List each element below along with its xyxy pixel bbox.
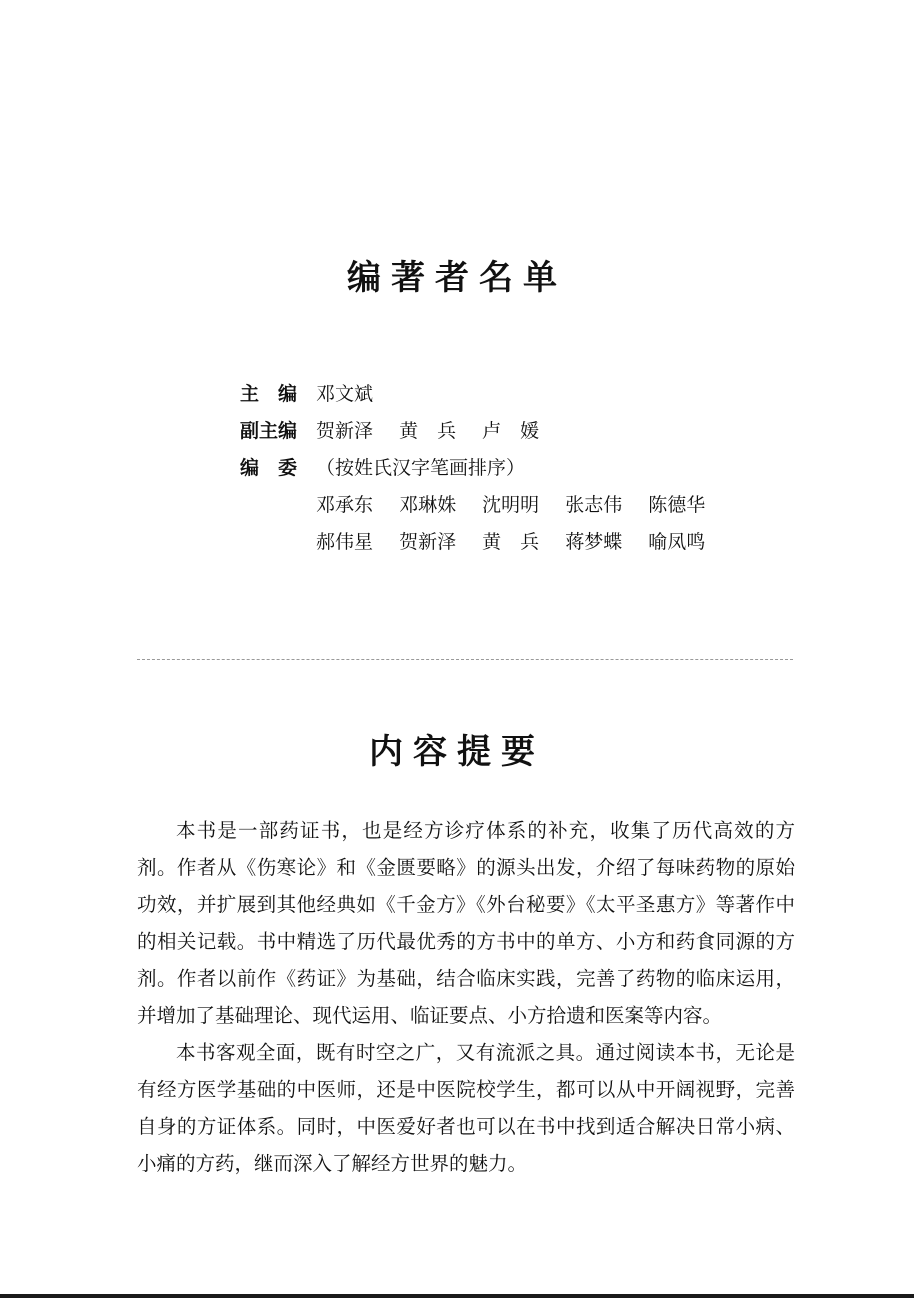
chief-editor-row	[240, 376, 725, 413]
person-name: 贺新泽	[399, 531, 457, 553]
committee-names-row-1	[240, 487, 725, 524]
compilers-list	[240, 376, 725, 561]
person-name: 郝伟星	[316, 531, 374, 553]
summary-paragraph: 本书客观全面，既有时空之广，又有流派之具。通过阅读本书，无论是有经方医学基础的中医师，还是中医院校学生，都可以从中开阔视野，完善自身的方证体系。同时，中医爱好者也可以在书中找到适合解决日常小病、小痛的方药，继而深入了解经方世界的魅力。	[137, 1041, 795, 1175]
deputy-editors-row	[240, 413, 725, 450]
person-name: 卢 媛	[482, 420, 540, 442]
committee-row	[240, 450, 725, 487]
person-name: 喻凤鸣	[648, 531, 706, 553]
person-name: 邓琳姝	[399, 494, 457, 516]
chief-editor-names	[316, 376, 393, 413]
page-bottom-border	[0, 1294, 914, 1298]
summary-title: 内容提要	[369, 732, 545, 772]
summary-paragraph: 本书是一部药证书，也是经方诊疗体系的补充，收集了历代高效的方剂。作者从《伤寒论》和《金匮要略》的源头出发，介绍了每味药物的原始功效，并扩展到其他经典如《千金方》《外台秘要》《太平圣惠方》等著作中的相关记载。书中精选了历代最优秀的方书中的单方、小方和药食同源的方剂。作者以前作《药证》为基础，结合临床实践，完善了药物的临床运用，并增加了基础理论、现代运用、临证要点、小方拾遗和医案等内容。	[137, 819, 795, 1027]
compilers-title: 编著者名单	[347, 258, 567, 298]
deputy-editors-role: 副主编	[240, 420, 298, 442]
committee-names-row-2	[240, 524, 725, 561]
person-name: 黄 兵	[399, 420, 457, 442]
chief-editor-role: 主 编	[240, 383, 298, 405]
person-name: 黄 兵	[482, 531, 540, 553]
person-name: 贺新泽	[316, 420, 374, 442]
deputy-editors-names	[316, 413, 559, 450]
person-name: 陈德华	[648, 494, 706, 516]
person-name: 蒋梦蝶	[565, 531, 623, 553]
summary-body	[137, 812, 795, 1182]
person-name: 邓文斌	[316, 383, 374, 405]
committee-role: 编 委	[240, 457, 298, 479]
committee-names	[316, 487, 725, 524]
person-name: 邓承东	[316, 494, 374, 516]
section-divider	[137, 659, 793, 660]
person-name: 张志伟	[565, 494, 623, 516]
committee-names	[316, 524, 725, 561]
person-name: 沈明明	[482, 494, 540, 516]
committee-note: （按姓氏汉字笔画排序）	[316, 457, 526, 479]
